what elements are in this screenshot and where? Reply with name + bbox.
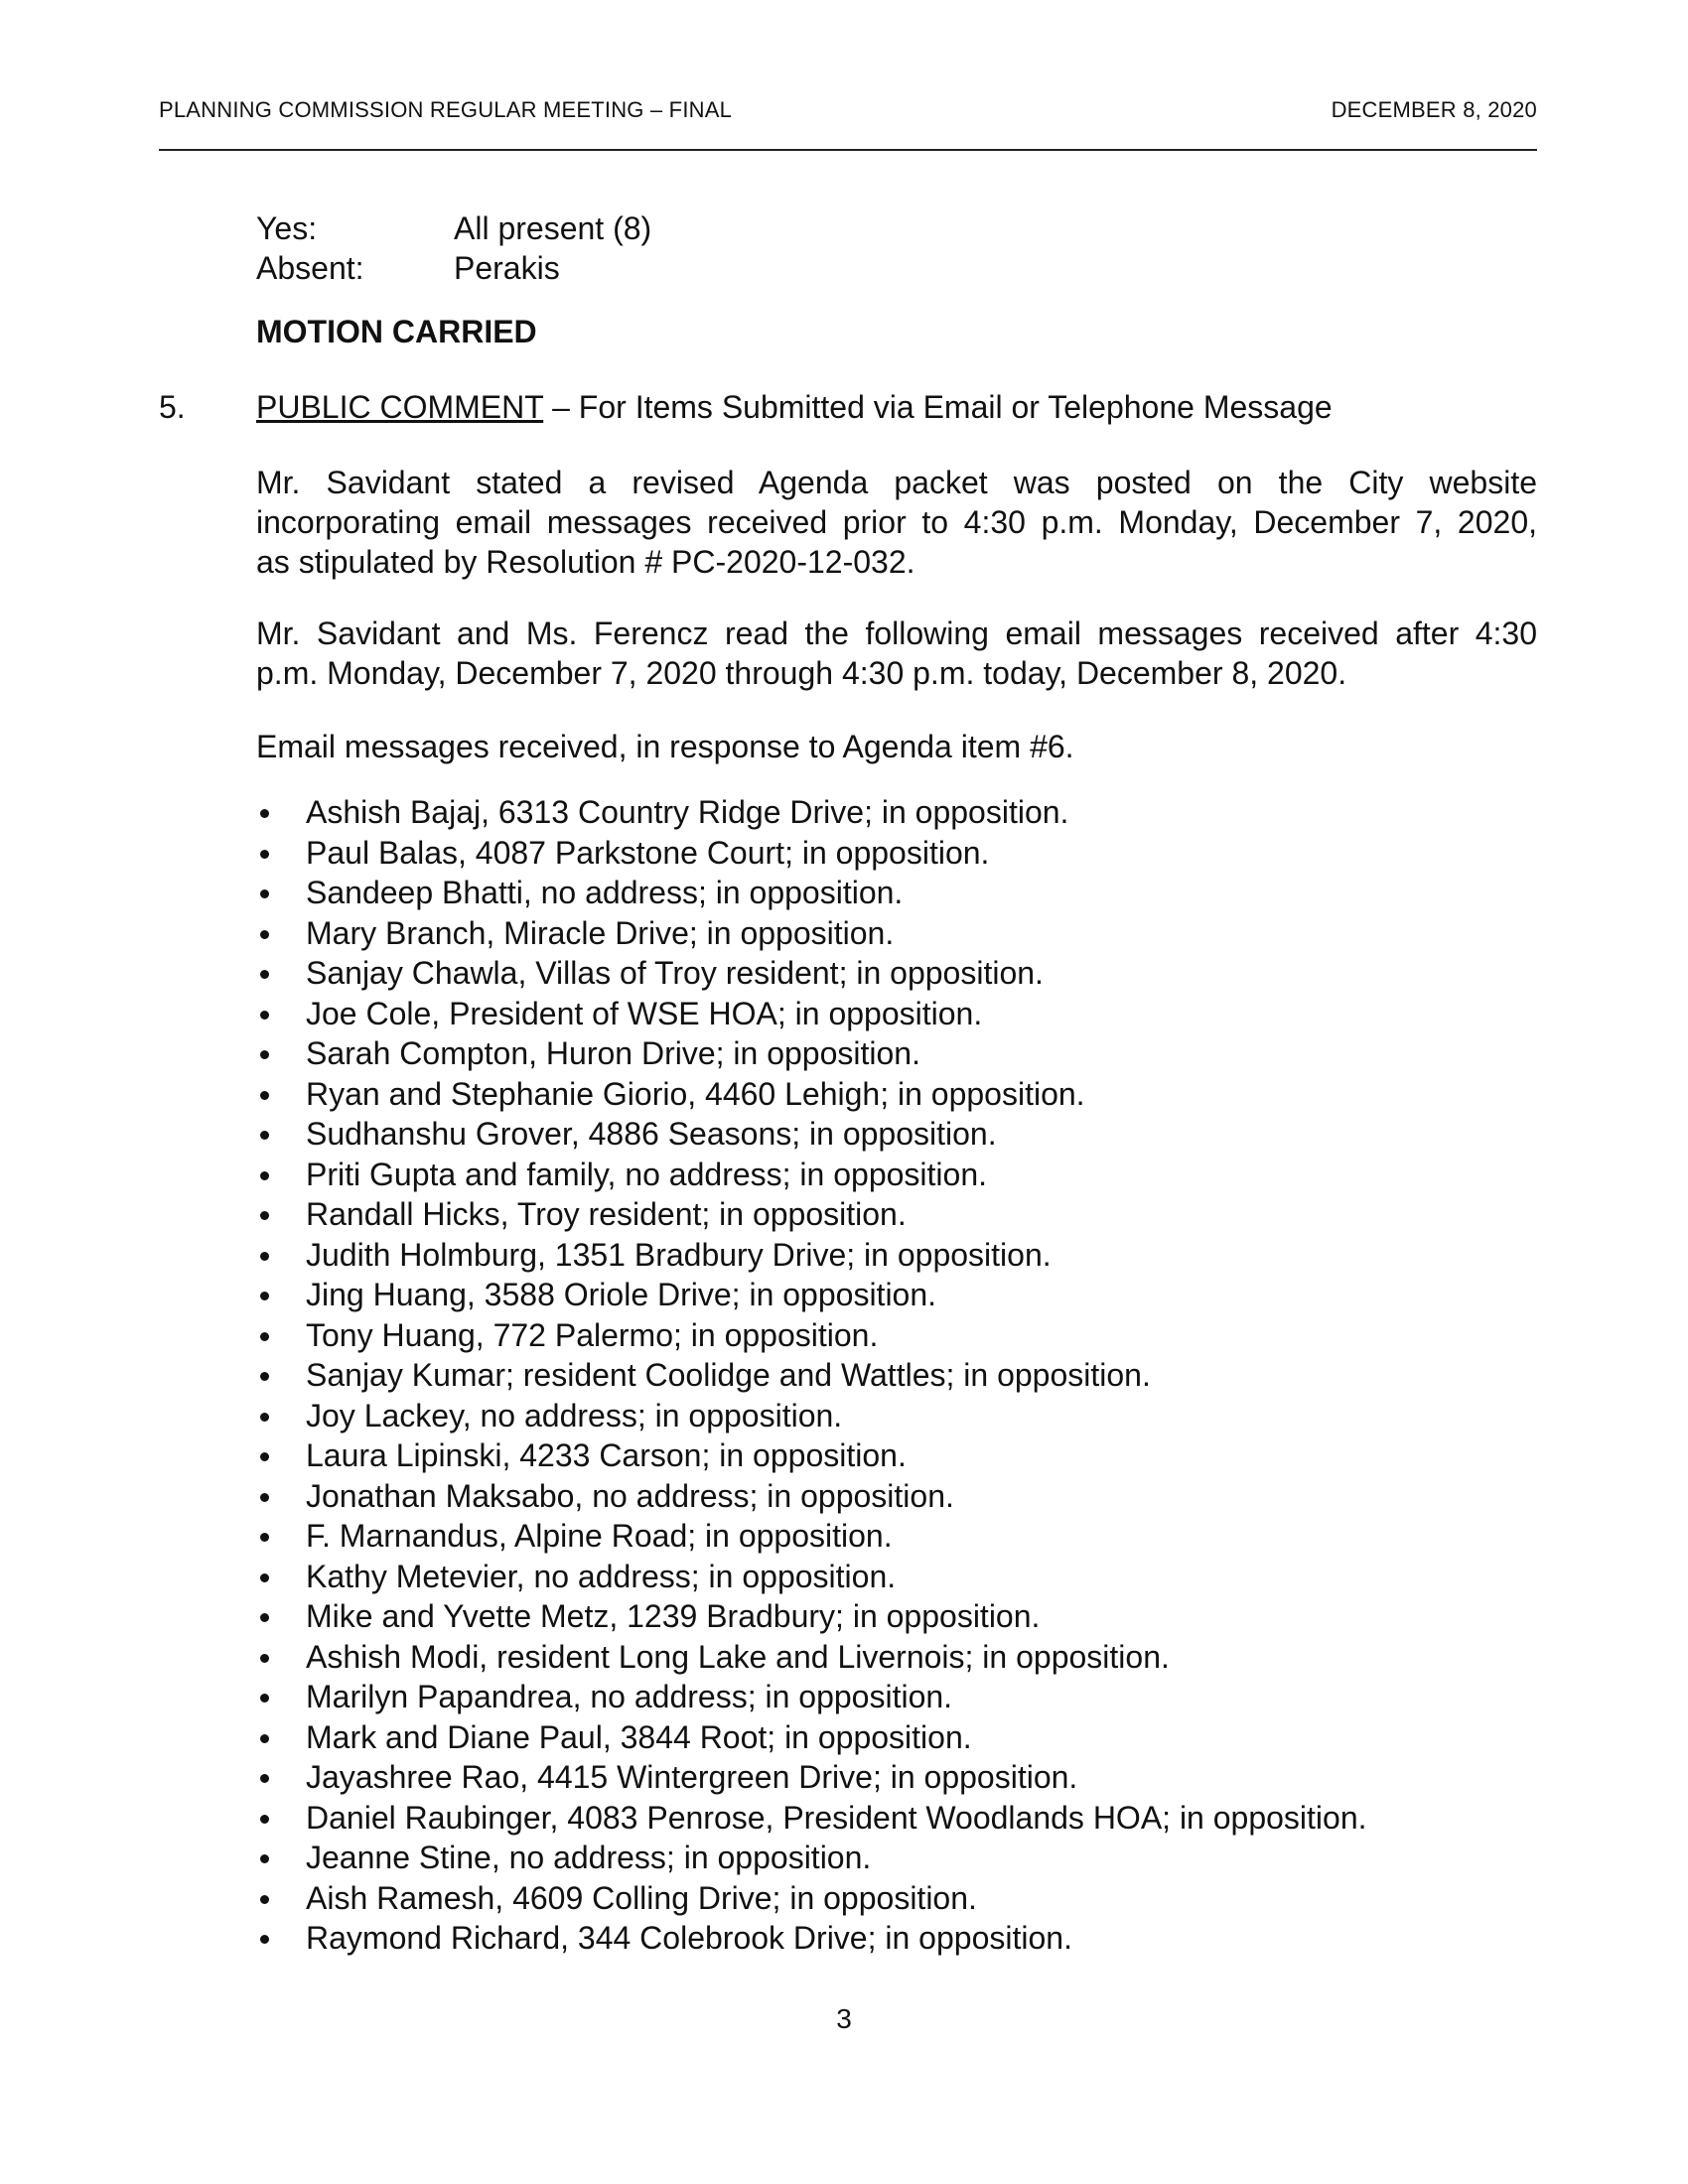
list-item [256,1435,1537,1476]
list-item [256,1677,1537,1717]
comment-list [256,792,1537,1959]
comment-text: F. Marnandus, Alpine Road; in opposition. [306,1518,893,1554]
comment-text: Sarah Compton, Huron Drive; in opposition. [306,1035,920,1071]
comment-text: Sanjay Chawla, Villas of Troy resident; in opposition. [306,955,1044,991]
bullet-icon [260,1252,269,1261]
comment-text: Jonathan Maksabo, no address; in opposition. [306,1477,954,1514]
paragraph-line: as stipulated by Resolution # PC-2020-12-032. [256,544,915,580]
bullet-icon [260,1815,269,1824]
comment-text: Mike and Yvette Metz, 1239 Bradbury; in opposition. [306,1598,1041,1634]
bullet-icon [260,1292,269,1300]
paragraph-emails-read [256,614,1537,693]
vote-yes-label: Yes: [256,210,318,246]
bullet-icon [260,1011,269,1020]
comment-text: Laura Lipinski, 4233 Carson; in opposition. [306,1437,907,1473]
item-heading [256,387,1333,427]
list-item [256,1596,1537,1637]
bullet-icon [260,1654,269,1663]
comment-text: Raymond Richard, 344 Colebrook Drive; in opposition. [306,1920,1072,1956]
bullet-icon [260,850,269,859]
document-title: PLANNING COMMISSION REGULAR MEETING – FINAL [159,97,733,122]
list-item [256,833,1537,874]
comment-text: Marilyn Papandrea, no address; in opposition. [306,1679,953,1714]
list-item [256,1275,1537,1315]
list-item [256,1235,1537,1276]
bullet-icon [260,1332,269,1341]
list-item [256,1878,1537,1919]
paragraph-line: p.m. Monday, December 7, 2020 through 4:30 p.m. today, December 8, 2020. [256,655,1347,691]
comment-text: Kathy Metevier, no address; in opposition. [306,1558,897,1594]
list-item [256,1194,1537,1235]
comment-text: Ryan and Stephanie Giorio, 4460 Lehigh; in opposition. [306,1075,1085,1112]
bullet-icon [260,1573,269,1582]
bullet-icon [260,1171,269,1180]
comment-text: Jeanne Stine, no address; in opposition. [306,1840,872,1875]
comment-text: Sandeep Bhatti, no address; in opposition. [306,875,904,910]
list-item [256,913,1537,954]
page-number: 3 [836,2003,852,2034]
header-divider [159,149,1537,151]
comment-text: Priti Gupta and family, no address; in opposition. [306,1156,987,1192]
comment-text: Judith Holmburg, 1351 Bradbury Drive; in opposition. [306,1236,1052,1273]
bullet-icon [260,1935,269,1944]
comment-text: Jayashree Rao, 4415 Wintergreen Drive; in opposition. [306,1759,1078,1795]
paragraph-line: Mr. Savidant and Ms. Ferencz read the following email messages received after 4:30 [256,615,1537,651]
list-item [256,1074,1537,1115]
list-item [256,1396,1537,1436]
bullet-icon [260,1694,269,1703]
comment-text: Paul Balas, 4087 Parkstone Court; in opposition. [306,834,990,871]
comment-text: Randall Hicks, Troy resident; in opposition. [306,1196,907,1232]
list-item [256,1798,1537,1839]
bullet-icon [260,930,269,939]
vote-absent-value: Perakis [454,250,560,286]
bullet-icon [260,970,269,979]
item-number: 5. [159,389,186,425]
bullet-icon [260,1533,269,1542]
comment-text: Mary Branch, Miracle Drive; in opposition. [306,914,895,951]
comment-text: Joe Cole, President of WSE HOA; in opposition. [306,995,983,1031]
list-item [256,1155,1537,1195]
comment-text: Aish Ramesh, 4609 Colling Drive; in opposition. [306,1879,977,1916]
list-item [256,1114,1537,1155]
bullet-icon [260,1211,269,1220]
bullet-icon [260,1091,269,1100]
paragraph-email-intro: Email messages received, in response to Agenda item #6. [256,729,1074,764]
list-item [256,1757,1537,1798]
vote-absent-label: Absent: [256,250,364,286]
bullet-icon [260,1452,269,1461]
vote-yes-value: All present (8) [454,210,652,246]
list-item [256,1315,1537,1356]
list-item [256,1717,1537,1758]
paragraph-revised-agenda [256,463,1537,582]
bullet-icon [260,1050,269,1059]
list-item [256,1516,1537,1557]
comment-text: Sudhanshu Grover, 4886 Seasons; in opposition. [306,1116,997,1152]
paragraph-line: Mr. Savidant stated a revised Agenda packet was posted on the City website [256,465,1537,500]
list-item [256,792,1537,833]
comment-text: Mark and Diane Paul, 3844 Root; in opposition. [306,1718,972,1755]
bullet-icon [260,1734,269,1743]
bullet-icon [260,1774,269,1783]
bullet-icon [260,1493,269,1502]
bullet-icon [260,1895,269,1904]
list-item [256,1838,1537,1878]
bullet-icon [260,1413,269,1422]
list-item [256,953,1537,994]
meeting-date: DECEMBER 8, 2020 [1331,97,1537,122]
bullet-icon [260,1372,269,1381]
list-item [256,1476,1537,1517]
motion-status: MOTION CARRIED [256,314,537,349]
comment-text: Daniel Raubinger, 4083 Penrose, President Woodlands HOA; in opposition. [306,1799,1367,1836]
bullet-icon [260,1613,269,1622]
list-item [256,1557,1537,1597]
comment-text: Ashish Bajaj, 6313 Country Ridge Drive; in opposition. [306,794,1069,830]
comment-text: Jing Huang, 3588 Oriole Drive; in opposition. [306,1277,937,1312]
item-heading-underlined: PUBLIC COMMENT [256,389,544,425]
bullet-icon [260,889,269,898]
item-heading-rest: – For Items Submitted via Email or Telephone Message [543,389,1333,425]
comment-text: Joy Lackey, no address; in opposition. [306,1397,843,1433]
list-item [256,873,1537,913]
list-item [256,1355,1537,1396]
comment-text: Tony Huang, 772 Palermo; in opposition. [306,1316,879,1353]
list-item [256,1033,1537,1074]
comment-text: Sanjay Kumar; resident Coolidge and Wattles; in opposition. [306,1357,1151,1393]
list-item [256,1918,1537,1959]
list-item [256,994,1537,1034]
list-item [256,1637,1537,1678]
bullet-icon [260,1854,269,1863]
bullet-icon [260,1131,269,1140]
comment-text: Ashish Modi, resident Long Lake and Livernois; in opposition. [306,1638,1170,1675]
paragraph-line: incorporating email messages received prior to 4:30 p.m. Monday, December 7, 2020, [256,504,1537,540]
bullet-icon [260,809,269,818]
